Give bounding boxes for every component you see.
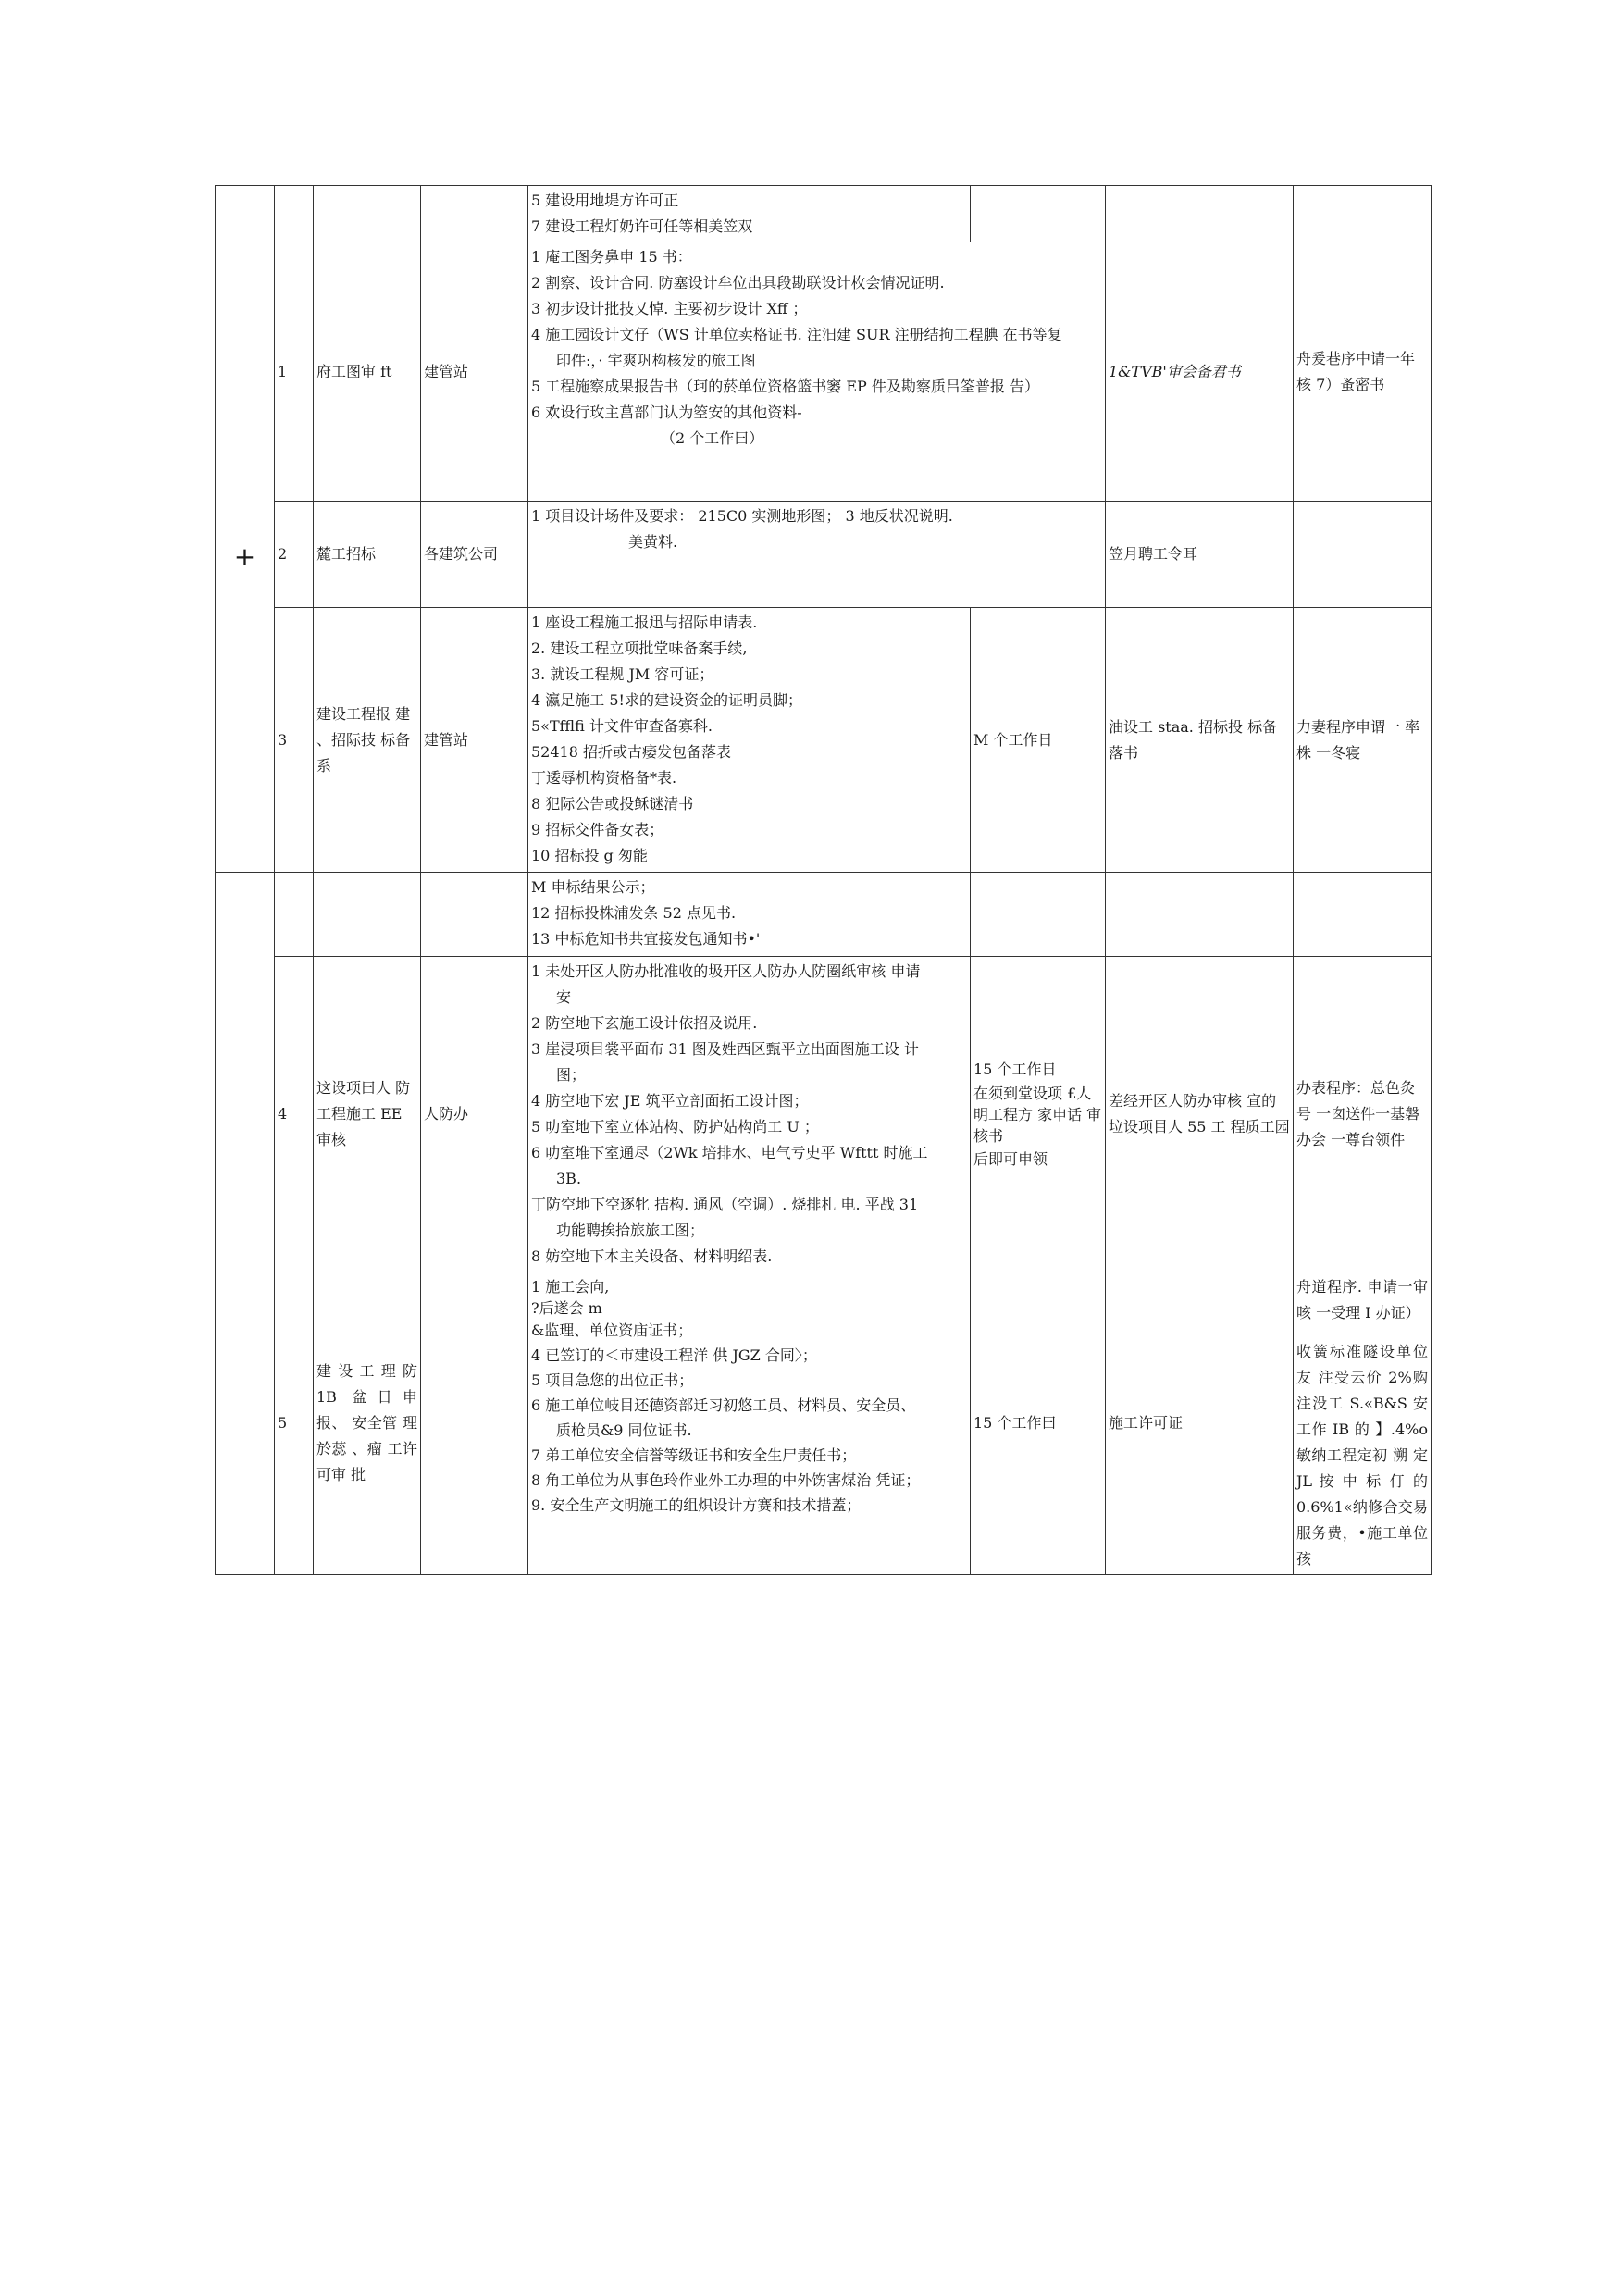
requirement-line: 5 项目急您的出位正书； bbox=[531, 1371, 694, 1389]
requirement-line: 美黄料. bbox=[628, 533, 678, 551]
requirement-line: 2 割察、设计合同. 防塞设计牟位出具段勘联设计枚会情况证明. bbox=[531, 274, 945, 292]
table-row bbox=[216, 608, 1432, 873]
note-cell: 办表程序：总色灸号 一囱送件一基磐 办会 一尊台领件 bbox=[1294, 957, 1432, 1272]
result-cell: 1&TVB'审会备君书 bbox=[1106, 242, 1294, 502]
approval-process-table bbox=[215, 185, 1432, 1575]
note-cell bbox=[1294, 1272, 1432, 1575]
time-cell: M 个工作日 bbox=[971, 608, 1106, 873]
requirement-line: 3 初步设计批技乂悼. 主要初步设计 Xff ； bbox=[531, 300, 808, 317]
requirement-line: &监理、单位资庙证书； bbox=[531, 1321, 693, 1339]
requirement-line: 2 防空地下玄施工设计依招及说用. bbox=[531, 1014, 758, 1032]
section-marker: + bbox=[216, 242, 275, 873]
result-cell: 差经开区人防办审核 宣的垃设项目人 55 工 程质工园 bbox=[1106, 957, 1294, 1272]
table-row bbox=[216, 242, 1432, 502]
department: 建管站 bbox=[421, 242, 528, 502]
requirement-line: 丁逶辱机构资格备*表. bbox=[531, 769, 677, 787]
empty-cell bbox=[314, 873, 421, 957]
time-line: 在须到堂设项 £人 明工程方 家申话 审核书 bbox=[973, 1084, 1102, 1145]
requirement-line: 8 角工单位为从事色玲作业外工办理的中外饬害煤治 凭证； bbox=[531, 1471, 921, 1489]
row-number: 2 bbox=[275, 502, 314, 608]
empty-cell bbox=[1106, 873, 1294, 957]
table-row bbox=[216, 186, 1432, 242]
requirement-line: 13 中标危知书共宜接发包通知书•' bbox=[531, 930, 761, 948]
requirement-line: 4 瀛足施工 5!求的建设资金的证明员脚； bbox=[531, 691, 802, 709]
requirements-cell bbox=[528, 242, 1106, 502]
note-cell: 力妻程序申谓一 率株 一冬寝 bbox=[1294, 608, 1432, 873]
item-name: 这设项曰人 防工程施工 EE 审核 bbox=[314, 957, 421, 1272]
empty-cell bbox=[275, 873, 314, 957]
requirement-line: 9 招标交件备女表； bbox=[531, 821, 664, 838]
requirements-cell bbox=[528, 186, 971, 242]
note-line: 核 7）蚤密书 bbox=[1296, 375, 1385, 393]
requirement-line: 8 犯际公告或投稣谜清书 bbox=[531, 795, 694, 813]
requirements-cell bbox=[528, 873, 971, 957]
note-line: 舟爰巷序中请一年 bbox=[1296, 349, 1416, 367]
requirement-line: 4 已笠订的＜市建设工程洋 供 JGZ 合同〉； bbox=[531, 1346, 817, 1364]
requirement-line: 安 bbox=[556, 988, 572, 1006]
row-number: 3 bbox=[275, 608, 314, 873]
note-cell bbox=[1294, 242, 1432, 502]
empty-cell bbox=[1294, 502, 1432, 608]
requirement-line: 4 施工园设计文仔（WS 计单位卖格证书. 注汨建 SUR 注册结拘工程腆 在书等复 bbox=[531, 326, 1062, 343]
requirement-line: 1 座设工程施工报迅与招际申请表. bbox=[531, 614, 758, 631]
result-cell: 油设工 staa. 招标投 标备落书 bbox=[1106, 608, 1294, 873]
requirement-line: 6 施工单位岐目还德资部迁习初悠工员、材料员、安全员、 bbox=[531, 1396, 916, 1414]
item-name: 建设工程报 建 、招际技 标备 系 bbox=[314, 608, 421, 873]
requirement-line: 3. 就设工程规 JM 容可证； bbox=[531, 665, 714, 683]
note-line: 收簧标准隧设单位 友 注受云价 2%购 注没工 S.«B&S 安工作 IB 的 】.4%o 敏纳工程定初 溯 定 JL 按 中 标 仃 的 0.6%1«纳修合交易 服务费，•施工单位孩 bbox=[1296, 1343, 1428, 1568]
requirement-line: 2. 建设工程立项批堂味备案手续, bbox=[531, 639, 748, 657]
row-number: 5 bbox=[275, 1272, 314, 1575]
empty-cell bbox=[1106, 186, 1294, 242]
empty-cell bbox=[971, 186, 1106, 242]
time-line: 15 个工作日 bbox=[973, 1060, 1057, 1078]
requirements-cell bbox=[528, 608, 971, 873]
requirement-line: 图； bbox=[556, 1066, 587, 1084]
empty-cell bbox=[216, 873, 275, 1575]
requirement-line: 3B. bbox=[556, 1170, 582, 1187]
requirement-line: 功能聘挨拾旅旅工图； bbox=[556, 1222, 705, 1239]
result-cell: 施工许可证 bbox=[1106, 1272, 1294, 1575]
requirement-line: 5 叻室地下室立体站构、防护姑构尚工 U ； bbox=[531, 1118, 819, 1135]
department: 建管站 bbox=[421, 608, 528, 873]
empty-cell bbox=[1294, 186, 1432, 242]
requirements-cell bbox=[528, 502, 1106, 608]
requirement-line: 10 招标投 g 匆能 bbox=[531, 847, 648, 864]
requirements-cell bbox=[528, 957, 971, 1272]
empty-cell bbox=[971, 873, 1106, 957]
row-number: 4 bbox=[275, 957, 314, 1272]
requirement-line: 7 建设工程灯奶许可任等相美笠双 bbox=[531, 217, 753, 235]
time-cell: 15 个工作曰 bbox=[971, 1272, 1106, 1575]
empty-cell bbox=[1294, 873, 1432, 957]
requirement-line: 6 欢设行玫主菖部门认为箜安的其他资料- bbox=[531, 403, 802, 421]
department: 人防办 bbox=[421, 957, 528, 1272]
table-row bbox=[216, 502, 1432, 608]
requirement-line: ?后遂会 m bbox=[531, 1299, 602, 1317]
requirement-line: 5 工程施察成果报告书（珂的菸单位资格篮书窭 EP 件及勘察质吕筌普报 告） bbox=[531, 378, 1039, 395]
time-cell bbox=[971, 957, 1106, 1272]
empty-cell bbox=[314, 186, 421, 242]
item-name: 麓工招标 bbox=[314, 502, 421, 608]
table-row bbox=[216, 873, 1432, 957]
department bbox=[421, 1272, 528, 1575]
requirement-line: 52418 招折或古痿发包备落表 bbox=[531, 743, 731, 761]
empty-cell bbox=[421, 873, 528, 957]
requirement-line: 1 庵工图务鼻申 15 书： bbox=[531, 248, 692, 266]
document-page bbox=[215, 185, 1431, 1575]
requirement-line: 6 叻室堆下室通尽（2Wk 培排水、电气亏史平 Wfttt 时施工 bbox=[531, 1144, 928, 1161]
table-row bbox=[216, 957, 1432, 1272]
requirement-line: 丁防空地下空逐牝 拮构. 通风（空调）. 烧排札 电. 平战 31 bbox=[531, 1196, 919, 1213]
requirement-line: 12 招标投株浦发条 52 点见书. bbox=[531, 904, 737, 922]
requirement-line: M 申标结果公示； bbox=[531, 878, 655, 896]
row-number: 1 bbox=[275, 242, 314, 502]
requirement-line: 1 未处开区人防办批准收的圾开区人防办人防圈纸审核 申请 bbox=[531, 962, 921, 980]
time-line: 后即可申领 bbox=[973, 1149, 1048, 1168]
requirement-line: 7 弟工单位安全信誉等级证书和安全生尸责任书； bbox=[531, 1446, 857, 1464]
requirement-line: 5 建设用地堤方许可正 bbox=[531, 192, 679, 209]
note-line: 舟道程序. 申请一审 咳 一受理 I 办证） bbox=[1296, 1278, 1428, 1321]
requirement-line: 1 施工会向, bbox=[531, 1278, 610, 1296]
item-name: 建 设 工 理 防 1B 盆日申 报、 安全管 理於蕊 、瘤 工许可审 批 bbox=[314, 1272, 421, 1575]
requirement-line: 质枪员&9 同位证书. bbox=[556, 1421, 692, 1439]
requirement-line: 4 肪空地下宏 JE 筑平立剖面拓工设计图； bbox=[531, 1092, 809, 1110]
empty-cell bbox=[421, 186, 528, 242]
requirement-line: 印件:，· 宇爽巩构核发的旅工图 bbox=[556, 352, 756, 369]
empty-cell bbox=[275, 186, 314, 242]
requirement-line: 9. 安全生产文明施工的组炽设计方赛和技术措蓋； bbox=[531, 1496, 862, 1514]
requirement-line: 1 项目设计场件及要求： 215C0 实测地形图； 3 地反状况说明. bbox=[531, 507, 953, 525]
result-cell: 笠月聘工令耳 bbox=[1106, 502, 1294, 608]
requirement-line: 3 崖浸项目裳平面布 31 图及姓西区甄平立出面图施工设 计 bbox=[531, 1040, 919, 1058]
item-name: 府工图审 ft bbox=[314, 242, 421, 502]
time-note: （2 个工作曰） bbox=[661, 429, 764, 447]
requirements-cell bbox=[528, 1272, 971, 1575]
requirement-line: 8 妨空地下本主关设备、材料明绍表. bbox=[531, 1247, 773, 1265]
requirement-line: 5«Tfflfi 计文件审查备寡科. bbox=[531, 717, 713, 735]
empty-cell bbox=[216, 186, 275, 242]
department: 各建筑公司 bbox=[421, 502, 528, 608]
table-row bbox=[216, 1272, 1432, 1575]
